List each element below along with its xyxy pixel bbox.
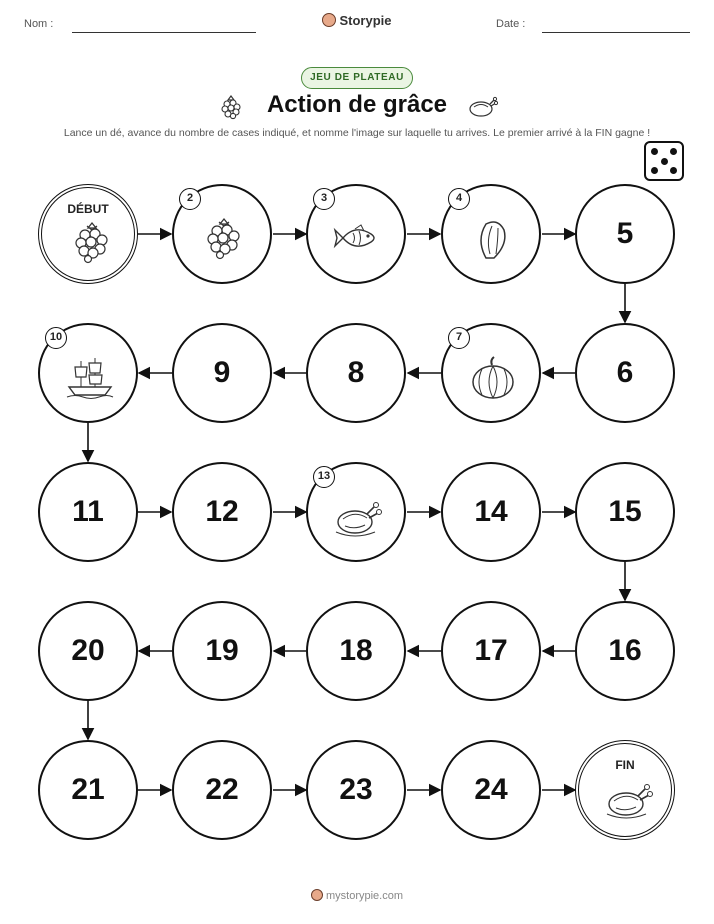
board-cell-17: [441, 601, 541, 701]
instructions: Lance un dé, avance du nombre de cases indiqué, et nomme l'image sur laquelle tu arrives. Le premier arrivé à la FIN gagne !: [63, 127, 651, 139]
seed-icon: [468, 216, 518, 261]
cell-number-badge: 4: [448, 188, 470, 210]
board-cell-22: [172, 740, 272, 840]
board-cell-14: [441, 462, 541, 562]
board-cell-start: [38, 184, 138, 284]
board-cell-18: [306, 601, 406, 701]
board-cell-9: [172, 323, 272, 423]
cell-number-badge: 10: [45, 327, 67, 349]
board-cell-21: [38, 740, 138, 840]
cell-number: 21: [71, 773, 105, 806]
board-cell-10: [38, 323, 138, 423]
cell-number: 6: [616, 356, 634, 389]
start-label: DÉBUT: [67, 202, 109, 216]
cell-number: 20: [71, 634, 105, 667]
board-cell-2: [172, 184, 272, 284]
board-cell-23: [306, 740, 406, 840]
cell-number: 19: [205, 634, 239, 667]
game-type-badge: JEU DE PLATEAU: [301, 67, 413, 89]
footer: [0, 889, 714, 902]
cell-number: 11: [72, 495, 104, 528]
cell-number: 24: [474, 773, 508, 806]
board-cell-end: [575, 740, 675, 840]
cell-number: 16: [608, 634, 642, 667]
raspberry-icon: [67, 220, 117, 265]
board-cell-7: [441, 323, 541, 423]
page-title: Action de grâce: [266, 91, 448, 118]
fish-icon: [333, 216, 383, 261]
brand-name: Storypie: [339, 13, 392, 28]
footer-url[interactable]: mystorypie.com: [325, 890, 404, 902]
turkey-icon: [604, 776, 654, 821]
cell-number: 8: [347, 356, 365, 389]
board-cell-4: [441, 184, 541, 284]
board-cell-11: [38, 462, 138, 562]
end-label: FIN: [615, 758, 635, 772]
board-cell-24: [441, 740, 541, 840]
cell-number-badge: 3: [313, 188, 335, 210]
date-label: Date :: [496, 18, 526, 30]
board-cell-20: [38, 601, 138, 701]
ship-icon: [65, 355, 115, 400]
board-cell-19: [172, 601, 272, 701]
pumpkin-icon: [468, 355, 518, 400]
cell-number-badge: 2: [179, 188, 201, 210]
board-cell-3: [306, 184, 406, 284]
cell-number: 18: [339, 634, 373, 667]
cell-number: 23: [339, 773, 373, 806]
turkey-icon: [333, 494, 383, 539]
raspberry-icon: [199, 216, 249, 261]
name-label: Nom :: [24, 18, 54, 30]
cell-number: 12: [205, 495, 239, 528]
cell-number: 9: [213, 356, 231, 389]
board-cell-6: [575, 323, 675, 423]
cell-number: 14: [474, 495, 508, 528]
board-cell-8: [306, 323, 406, 423]
board-cell-13: [306, 462, 406, 562]
cell-number: 17: [474, 634, 508, 667]
cell-number-badge: 13: [313, 466, 335, 488]
cell-number: 15: [608, 495, 642, 528]
cell-number: 5: [616, 217, 634, 250]
board-cell-12: [172, 462, 272, 562]
board-cell-15: [575, 462, 675, 562]
board-cell-5: [575, 184, 675, 284]
board-cell-16: [575, 601, 675, 701]
cell-number: 22: [205, 773, 239, 806]
storypie-logo-icon: [311, 889, 323, 901]
cell-number-badge: 7: [448, 327, 470, 349]
